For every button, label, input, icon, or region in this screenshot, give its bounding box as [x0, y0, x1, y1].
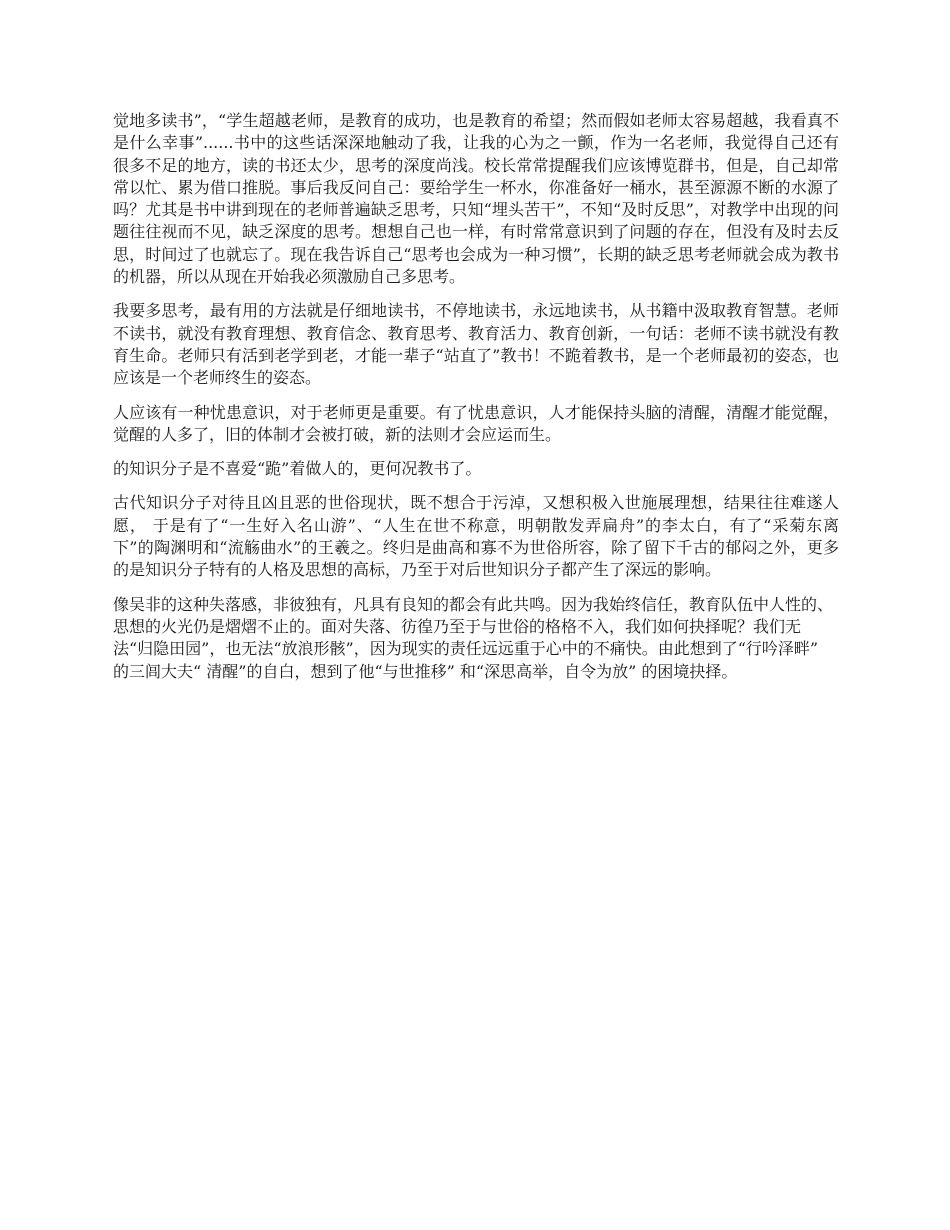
- paragraph: 觉地多读书”，“学生超越老师，是教育的成功，也是教育的希望；然而假如老师太容易超越，我看真不是什么幸事”......书中的这些话深深地触动了我，让我的心为之一颤，作为一名老师，我觉得自己还有很多不足的地方，读的书还太少，思考的深度尚浅。校长常常提醒我们应该博览群书，但是，自己却常常以忙、累为借口推脱。事后我反问自己：要给学生一杯水，你准备好一桶水，甚至源源不断的水源了吗？尤其是书中讲到现在的老师普遍缺乏思考，只知“埋头苦干”，不知“及时反思”，对教学中出现的问题往往视而不见，缺乏深度的思考。想想自己也一样，有时常常意识到了问题的存在，但没有及时去反思，时间过了也就忘了。现在我告诉自己“思考也会成为一种习惯”，长期的缺乏思考老师就会成为教书的机器，所以从现在开始我必须激励自己多思考。: [113, 111, 839, 287]
- paragraph: 古代知识分子对待且凶且恶的世俗现状，既不想合于污淖，又想积极入世施展理想，结果往往难遂人愿， 于是有了“一生好入名山游”、“人生在世不称意，明朝散发弄扁舟”的李太白，有了“采菊东离下”的陶渊明和“流觞曲水”的王羲之。终归是曲高和寡不为世俗所容，除了留下千古的郁闷之外，更多的是知识分子特有的人格及思想的高标，乃至于对后世知识分子都产生了深远的影响。: [113, 493, 839, 580]
- paragraph: 的知识分子是不喜爱“跪”着做人的，更何况教书了。: [113, 459, 482, 479]
- paragraph: 像吴非的这种失落感，非彼独有，凡具有良知的都会有此共鸣。因为我始终信任，教育队伍中人性的、思想的火光仍是熠熠不止的。面对失落、彷徨乃至于与世俗的格格不入，我们如何抉择呢？我们无法“归隐田园”，也无法“放浪形骸”，因为现实的责任远远重于心中的不痛快。由此想到了“行吟泽畔” 的三闾大夫“ 清醒”的自白，想到了他“与世推移” 和“深思高举，自令为放” 的困境抉择。: [113, 594, 834, 681]
- paragraph: 我要多思考，最有用的方法就是仔细地读书，不停地读书，永远地读书，从书籍中汲取教育智慧。老师不读书，就没有教育理想、教育信念、教育思考、教育活力、教育创新，一句话：老师不读书就没有教育生命。老师只有活到老学到老，才能一辈子“站直了”教书！不跪着教书，是一个老师最初的姿态，也应该是一个老师终生的姿态。: [113, 301, 839, 388]
- document-body: [113, 110, 839, 695]
- paragraph: 人应该有一种忧患意识，对于老师更是重要。有了忧患意识，人才能保持头脑的清醒，清醒才能觉醒，觉醒的人多了，旧的体制才会被打破，新的法则才会应运而生。: [113, 402, 839, 444]
